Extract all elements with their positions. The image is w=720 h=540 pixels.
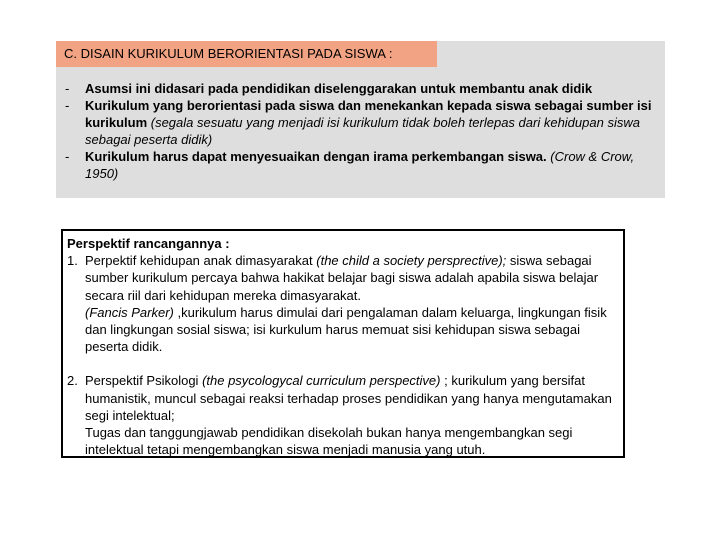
spacer [67,355,619,372]
bullet-note: (segala sesuatu yang menjadi isi kurikulum tidak boleh terlepas dari kehidupan siswa sebagai peserta didik) [85,115,640,147]
list-item [65,97,659,148]
bullet-text: Kurikulum yang berorientasi pada siswa dan menekankan kepada siswa sebagai sumber isi kurikulum [85,98,652,130]
item-text: ,kurikulum harus dimulai dari pengalaman dalam keluarga, lingkungan fisik dan lingkungan sosial siswa; isi kurkulum harus memuat sisi kehidupan siswa sebagai peserta didik. [85,304,607,355]
item-text: Perspektif Psikologi [85,373,203,389]
item-term: (the psycologycal curriculum perspective) [202,373,441,389]
bullet-text: Kurikulum harus dapat menyesuaikan dengan irama perkembangan siswa. [85,149,547,164]
bullet-marker: - [65,149,70,164]
item-term: (the child a society persprective); [316,253,507,269]
list-item [67,372,619,458]
item-number: 2. [67,373,78,389]
bullet-marker: - [65,98,70,113]
item-text: ; kurikulum yang bersifat humanistik, muncul sebagai reaksi terhadap proses pendidikan yang hanya mengutamakan segi intelektual; [85,373,612,423]
citation: (Fancis Parker) [85,304,174,320]
item-text: Perpektif kehidupan anak dimasyarakat [85,253,317,269]
citation: (Crow & Crow, 1950) [85,149,635,181]
list-item [67,252,619,355]
bullet-marker: - [65,81,70,96]
perspective-heading: Perspektif rancangannya : [67,236,230,251]
bullet-text: Asumsi ini didasari pada pendidikan diselenggarakan untuk membantu anak didik [85,81,593,96]
perspective-content [67,235,619,458]
assumption-list [65,80,659,182]
list-item [65,80,659,97]
list-item [65,148,659,182]
item-number: 1. [67,253,78,269]
item-text: Tugas dan tanggungjawab pendidikan disekolah bukan hanya mengembangkan segi intelektual tetapi mengembangkan siswa menjadi manusia yang utuh. [85,425,573,458]
item-text: siswa sebagai sumber kurikulum percaya bahwa hakikat belajar bagi siswa adalah apabila siswa belajar secara riil dari kehidupan mereka dimasyarakat. [85,253,599,303]
section-title: C. DISAIN KURIKULUM BERORIENTASI PADA SISWA : [56,41,437,67]
